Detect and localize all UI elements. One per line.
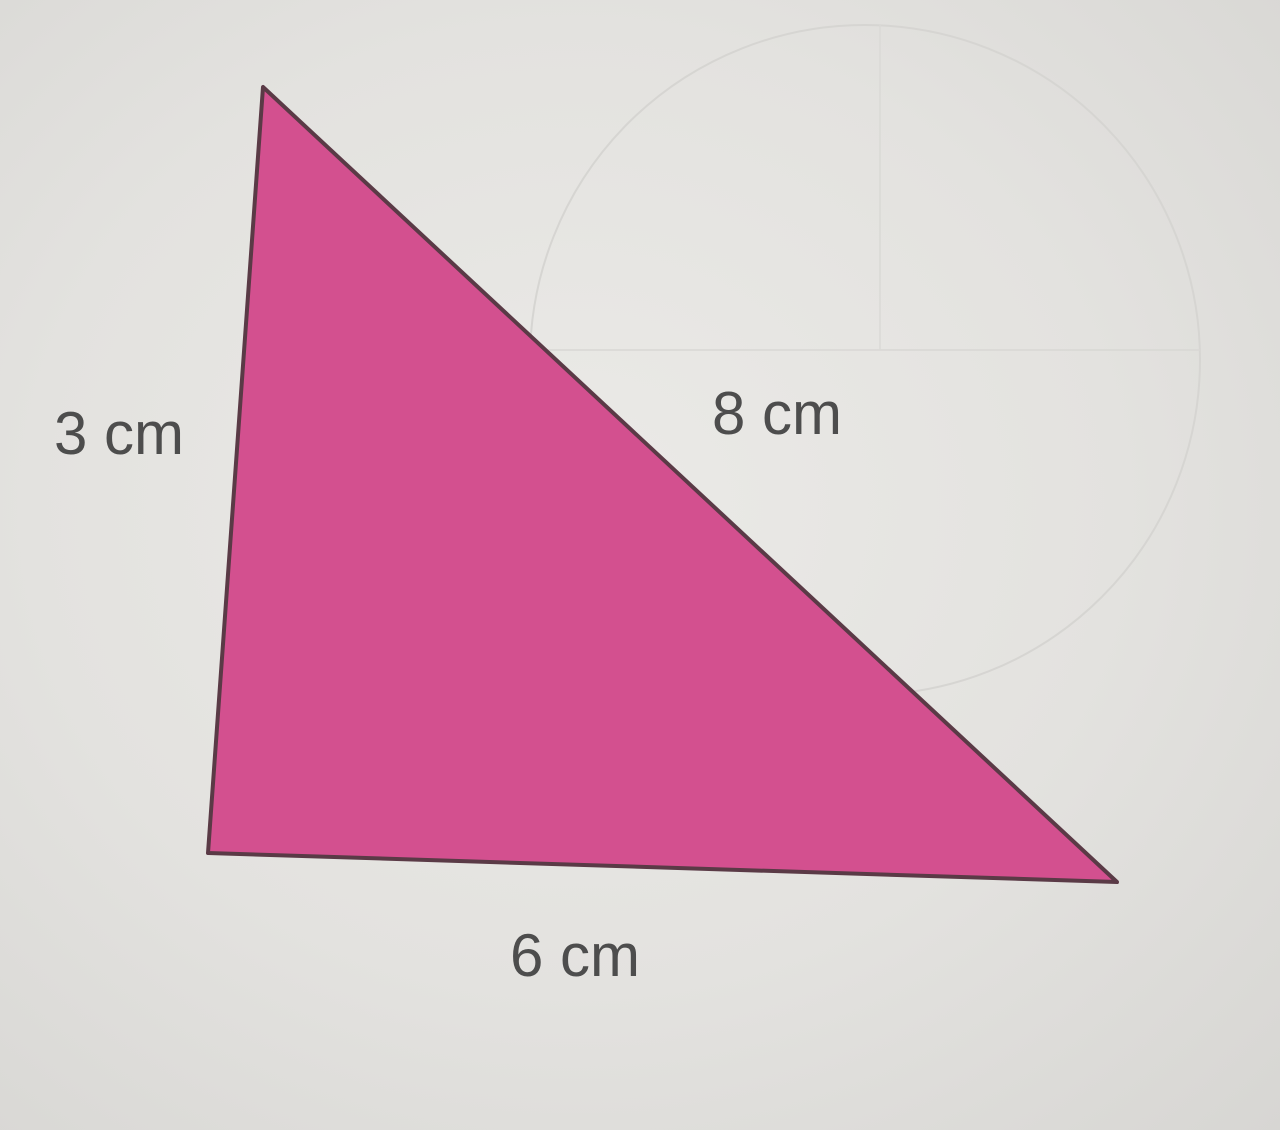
triangle-shape: [208, 87, 1117, 882]
hypotenuse-label: 8 cm: [712, 380, 843, 447]
left-side-label: 3 cm: [54, 400, 185, 467]
base-label: 6 cm: [510, 922, 641, 989]
